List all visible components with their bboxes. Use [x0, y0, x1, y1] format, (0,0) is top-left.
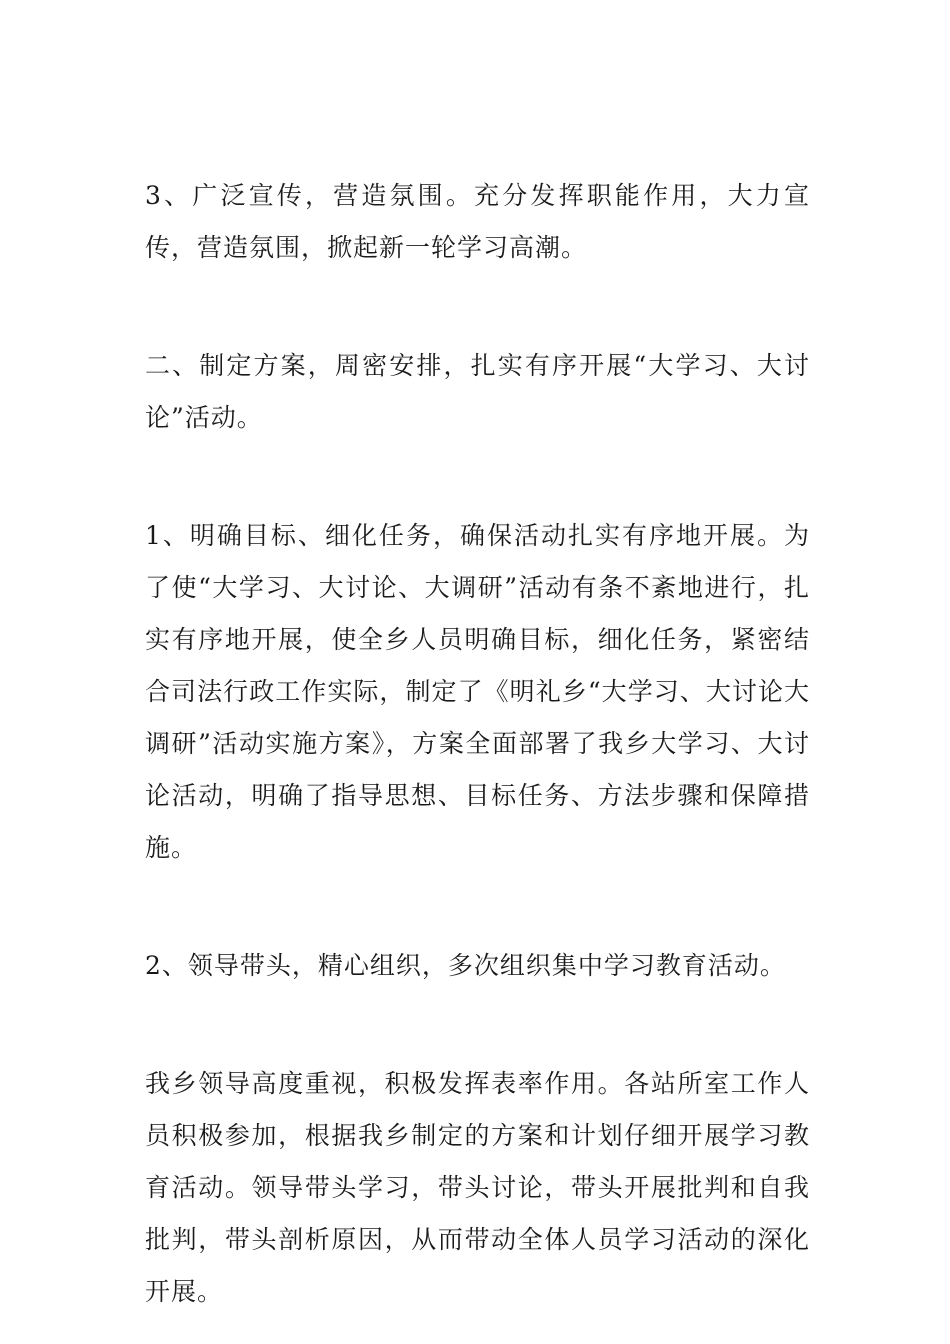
paragraph-gap — [145, 874, 810, 940]
paragraph-publicity: 3、广泛宣传，营造氛围。充分发挥职能作用，大力宣传，营造氛围，掀起新一轮学习高潮。 — [145, 181, 810, 262]
paragraph-gap — [145, 992, 810, 1058]
paragraph-leadership-heading: 2、领导带头，精心组织，多次组织集中学习教育活动。 — [145, 951, 786, 980]
paragraph-section-two-heading: 二、制定方案，周密安排，扎实有序开展“大学习、大讨论”活动。 — [145, 351, 810, 432]
paragraph-leadership-detail: 我乡领导高度重视，积极发挥表率作用。各站所室工作人员积极参加，根据我乡制定的方案和计划仔细开展学习教育活动。领导带头学习，带头讨论，带头开展批判和自我批判，带头剖析原因，从而带动全体人员学习活动的深化开展。 — [145, 1069, 810, 1306]
document-body — [145, 170, 810, 1318]
paragraph-gap — [145, 444, 810, 510]
paragraph-goals-tasks: 1、明确目标、细化任务，确保活动扎实有序地开展。为了使“大学习、大讨论、大调研”活动有条不紊地进行，扎实有序地开展，使全乡人员明确目标，细化任务，紧密结合司法行政工作实际，制定了《明礼乡“大学习、大讨论大调研”活动实施方案》，方案全面部署了我乡大学习、大讨论活动，明确了指导思想、目标任务、方法步骤和保障措施。 — [145, 521, 810, 862]
paragraph-gap — [145, 274, 810, 340]
